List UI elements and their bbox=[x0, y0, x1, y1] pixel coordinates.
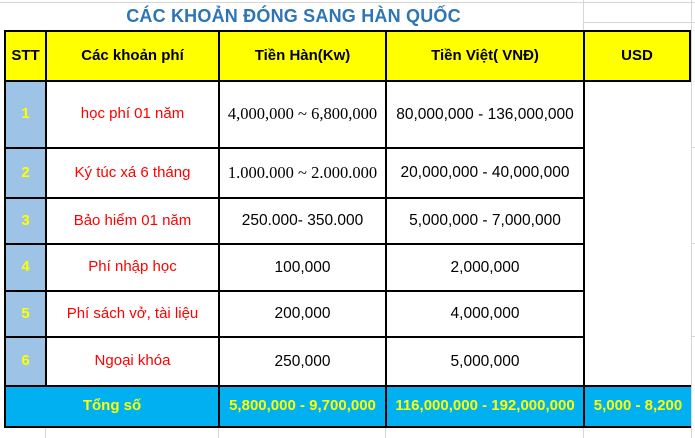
fee-label: Phí sách vở, tài liệu bbox=[47, 292, 220, 338]
fee-label: Ngoại khóa bbox=[47, 338, 220, 387]
usd-empty-cell bbox=[585, 82, 691, 387]
vnd-value: 20,000,000 - 40,000,000 bbox=[387, 149, 585, 199]
total-label: Tổng số bbox=[6, 387, 220, 428]
header-fee: Các khoản phí bbox=[47, 32, 220, 82]
gridline bbox=[583, 22, 695, 23]
vnd-value: 5,000,000 bbox=[387, 338, 585, 387]
header-usd: USD bbox=[585, 32, 691, 82]
row-number: 4 bbox=[6, 245, 47, 292]
krw-value: 1.000.000 ~ 2.000.000 bbox=[220, 149, 387, 199]
gridline bbox=[583, 0, 584, 30]
header-stt: STT bbox=[6, 32, 47, 82]
vnd-value: 5,000,000 - 7,000,000 bbox=[387, 199, 585, 245]
fee-label: Bảo hiểm 01 năm bbox=[47, 199, 220, 245]
row-number: 5 bbox=[6, 292, 47, 338]
fee-label: Ký túc xá 6 tháng bbox=[47, 149, 220, 199]
row-number: 3 bbox=[6, 199, 47, 245]
krw-value: 200,000 bbox=[220, 292, 387, 338]
vnd-value: 80,000,000 - 136,000,000 bbox=[387, 82, 585, 149]
fees-table bbox=[4, 30, 691, 428]
total-usd: 5,000 - 8,200 bbox=[585, 387, 691, 428]
total-vnd: 116,000,000 - 192,000,000 bbox=[387, 387, 585, 428]
krw-value: 100,000 bbox=[220, 245, 387, 292]
krw-value: 4,000,000 ~ 6,800,000 bbox=[220, 82, 387, 149]
krw-value: 250,000 bbox=[220, 338, 387, 387]
row-number: 2 bbox=[6, 149, 47, 199]
vnd-value: 4,000,000 bbox=[387, 292, 585, 338]
krw-value: 250.000- 350.000 bbox=[220, 199, 387, 245]
header-vnd: Tiền Việt( VNĐ) bbox=[387, 32, 585, 82]
row-number: 6 bbox=[6, 338, 47, 387]
header-krw: Tiền Hàn(Kw) bbox=[220, 32, 387, 82]
total-krw: 5,800,000 - 9,700,000 bbox=[220, 387, 387, 428]
page-title: CÁC KHOẢN ĐÓNG SANG HÀN QUỐC bbox=[126, 5, 461, 26]
fee-label: học phí 01 năm bbox=[47, 82, 220, 149]
row-number: 1 bbox=[6, 82, 47, 149]
fee-label: Phí nhập học bbox=[47, 245, 220, 292]
gridline bbox=[691, 0, 692, 438]
vnd-value: 2,000,000 bbox=[387, 245, 585, 292]
